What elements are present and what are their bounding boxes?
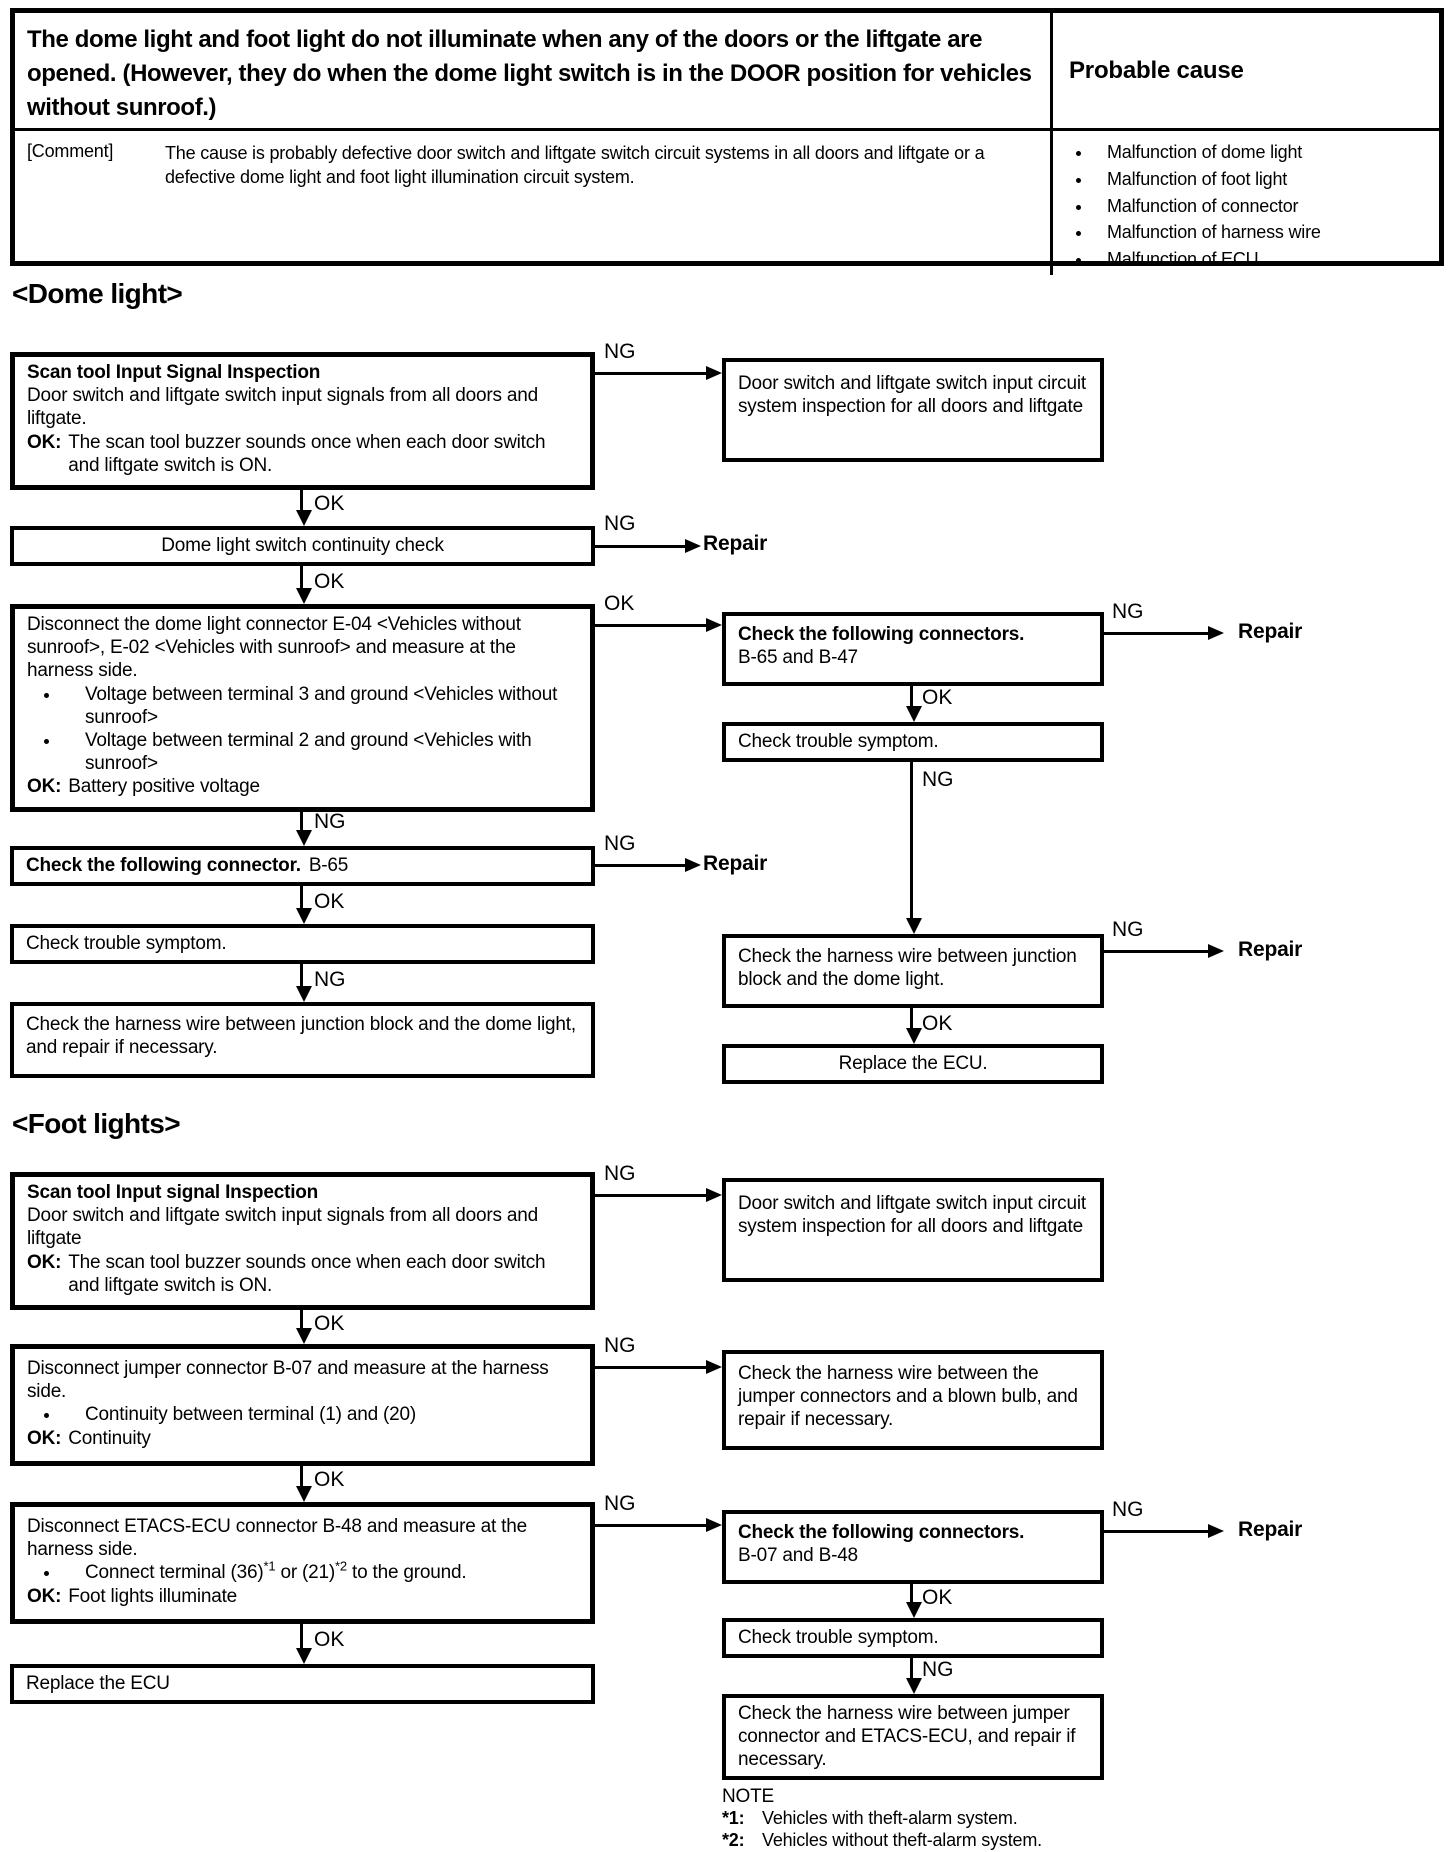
ng-label: NG bbox=[604, 1162, 636, 1185]
ok-condition-text: Foot lights illuminate bbox=[68, 1585, 238, 1607]
foot-box-disconnect-jumper bbox=[10, 1344, 595, 1466]
dome-box-check-harness-junction bbox=[722, 934, 1104, 1008]
footnote-text: Vehicles with theft-alarm system. bbox=[762, 1808, 1018, 1829]
ok-prefix: OK: bbox=[27, 776, 62, 798]
ok-condition-row bbox=[27, 1585, 578, 1608]
box-text: Check the harness wire between junction block and the dome light, and repair if necessary. bbox=[26, 1014, 576, 1059]
ok-condition-row bbox=[27, 431, 578, 477]
arrow-d5-to-d6 bbox=[300, 964, 303, 986]
ok-label: OK bbox=[314, 890, 345, 913]
note-item bbox=[722, 1808, 1042, 1829]
box-text: Check trouble symptom. bbox=[738, 1627, 939, 1649]
arrow-r4-to-repair bbox=[1104, 950, 1208, 953]
footnote-ref-2: *2 bbox=[335, 1559, 347, 1575]
ok-condition-text: The scan tool buzzer sounds once when each door switch and liftgate switch is ON. bbox=[68, 431, 546, 476]
box-text: Disconnect ETACS-ECU connector B-48 and measure at the harness side. bbox=[27, 1516, 527, 1561]
ng-label: NG bbox=[1112, 600, 1144, 623]
box-title: Check the following connectors. bbox=[738, 1522, 1025, 1543]
arrow-f1-to-fr1 bbox=[595, 1194, 706, 1197]
dome-box-check-harness-wire bbox=[10, 1002, 595, 1078]
note-block bbox=[722, 1786, 1042, 1851]
connector-ids: B-65 and B-47 bbox=[738, 647, 858, 669]
ok-label: OK bbox=[922, 686, 953, 709]
box-text: Door switch and liftgate switch input signals from all doors and liftgate. bbox=[27, 385, 539, 430]
arrow-d2-to-d3 bbox=[300, 566, 303, 588]
foot-box-scan-tool-inspection bbox=[10, 1172, 595, 1310]
ng-label: NG bbox=[604, 1492, 636, 1515]
repair-label: Repair bbox=[1238, 938, 1303, 961]
box-text: Dome light switch continuity check bbox=[161, 535, 444, 557]
ok-prefix: OK: bbox=[27, 1427, 62, 1449]
arrow-d3-to-d4 bbox=[300, 812, 303, 830]
foot-box-check-harness-jumper-bulb bbox=[722, 1350, 1104, 1450]
measurement-item: • Continuity between terminal (1) and (20) bbox=[61, 1403, 578, 1426]
arrow-f3-to-fr3 bbox=[595, 1524, 706, 1527]
arrow-d1-to-d2 bbox=[300, 486, 303, 510]
arrow-d4-to-d5 bbox=[300, 886, 303, 908]
ok-condition-text: The scan tool buzzer sounds once when each door switch and liftgate switch is ON. bbox=[68, 1251, 546, 1296]
foot-box-replace-ecu bbox=[10, 1664, 595, 1704]
cause-list bbox=[1067, 141, 1433, 272]
repair-label: Repair bbox=[703, 532, 768, 555]
arrow-d3-to-r2 bbox=[595, 624, 706, 627]
ng-label: NG bbox=[604, 512, 636, 535]
ng-label: NG bbox=[604, 832, 636, 855]
box-text: Check the harness wire between the jumper connectors and a blown bulb, and repair if necessary. bbox=[738, 1363, 1078, 1431]
footnote-text: Vehicles without theft-alarm system. bbox=[762, 1829, 1042, 1850]
symptom-table bbox=[10, 8, 1444, 269]
box-text: Replace the ECU bbox=[26, 1673, 170, 1695]
box-text: Disconnect the dome light connector E-04 <Vehicles without sunroof>, E-02 <Vehicles with sunroof> and measure at the harness side. bbox=[27, 614, 521, 682]
arrow-f2-to-fr2 bbox=[595, 1366, 706, 1369]
ok-label: OK bbox=[314, 570, 345, 593]
dome-box-check-connector-b65 bbox=[10, 846, 595, 886]
ng-label: NG bbox=[922, 1658, 954, 1681]
measurement-list bbox=[27, 1561, 578, 1584]
comment-text: The cause is probably defective door switch and liftgate switch circuit systems in all doors and liftgate or a defective dome light and foot light illumination circuit system. bbox=[165, 143, 985, 188]
cause-item: • Malfunction of connector bbox=[1093, 195, 1433, 219]
ng-label: NG bbox=[314, 968, 346, 991]
arrow-d2-to-repair bbox=[595, 545, 685, 548]
comment-label: [Comment] bbox=[27, 141, 114, 161]
foot-box-check-connectors-b07-b48 bbox=[722, 1510, 1104, 1584]
ng-label: NG bbox=[604, 1334, 636, 1357]
arrow-f1-to-f2 bbox=[300, 1310, 303, 1328]
ok-prefix: OK: bbox=[27, 1585, 62, 1607]
connector-id: B-65 bbox=[308, 855, 349, 877]
ng-label: NG bbox=[604, 340, 636, 363]
ok-prefix: OK: bbox=[27, 1251, 62, 1273]
foot-box-disconnect-etacs-ecu bbox=[10, 1502, 595, 1624]
ok-prefix: OK: bbox=[27, 431, 62, 453]
ok-label: OK bbox=[922, 1586, 953, 1609]
dome-box-check-trouble-symptom-right bbox=[722, 722, 1104, 762]
ok-label: OK bbox=[314, 492, 345, 515]
footnote-marker-2: *2: bbox=[722, 1829, 745, 1850]
ng-label: NG bbox=[1112, 1498, 1144, 1521]
repair-label: Repair bbox=[1238, 1518, 1303, 1541]
box-title: Scan tool Input signal Inspection bbox=[27, 1182, 319, 1203]
arrow-r2-to-r3 bbox=[910, 686, 913, 706]
bullet-text: Connect terminal (36) bbox=[85, 1562, 264, 1584]
arrow-f3-to-f4 bbox=[300, 1624, 303, 1648]
measurement-item: • Voltage between terminal 2 and ground <Vehicles with sunroof> bbox=[61, 729, 578, 775]
ok-condition-row bbox=[27, 775, 578, 798]
box-text: Replace the ECU. bbox=[838, 1053, 988, 1075]
repair-label: Repair bbox=[703, 852, 768, 875]
arrow-d4-to-repair bbox=[595, 864, 685, 867]
measurement-item: • Voltage between terminal 3 and ground <Vehicles without sunroof> bbox=[61, 683, 578, 729]
arrow-fr3-to-repair bbox=[1104, 1530, 1208, 1533]
footnote-ref-1: *1 bbox=[263, 1559, 276, 1575]
dome-box-door-switch-circuit-inspection bbox=[722, 358, 1104, 462]
foot-box-check-trouble-symptom bbox=[722, 1618, 1104, 1658]
ok-label: OK bbox=[314, 1468, 345, 1491]
box-text: Check trouble symptom. bbox=[26, 933, 227, 955]
note-title: NOTE bbox=[722, 1786, 774, 1807]
connector-ids: B-07 and B-48 bbox=[738, 1545, 858, 1567]
measurement-item bbox=[61, 1561, 578, 1584]
dome-box-disconnect-connector bbox=[10, 604, 595, 812]
measurement-list bbox=[27, 683, 578, 776]
ng-label: NG bbox=[922, 768, 954, 791]
foot-box-door-switch-circuit-inspection bbox=[722, 1178, 1104, 1282]
probable-cause-header: Probable cause bbox=[1053, 13, 1439, 131]
measurement-list bbox=[27, 1403, 578, 1426]
arrow-f2-to-f3 bbox=[300, 1466, 303, 1486]
dome-box-replace-ecu bbox=[722, 1044, 1104, 1084]
footnote-marker-1: *1: bbox=[722, 1808, 745, 1829]
arrow-fr4-to-fr5 bbox=[910, 1658, 913, 1678]
dome-box-continuity-check bbox=[10, 526, 595, 566]
foot-box-check-harness-jumper-etacs bbox=[722, 1694, 1104, 1780]
box-text: Check trouble symptom. bbox=[738, 731, 939, 753]
ok-label: OK bbox=[922, 1012, 953, 1035]
box-text: Door switch and liftgate switch input circuit system inspection for all doors and liftgate bbox=[738, 1193, 1086, 1238]
symptom-text: The dome light and foot light do not illuminate when any of the doors or the liftgate are opened. (However, they do when the dome light switch is in the DOOR position for vehicles without sunroof.) bbox=[15, 13, 1053, 131]
box-text: Check the harness wire between jumper connector and ETACS-ECU, and repair if necessary. bbox=[738, 1703, 1076, 1771]
dome-box-scan-tool-inspection bbox=[10, 352, 595, 490]
arrow-d1-to-r1 bbox=[595, 372, 706, 375]
arrow-r4-to-r5 bbox=[910, 1008, 913, 1028]
repair-label: Repair bbox=[1238, 620, 1303, 643]
box-title: Scan tool Input Signal Inspection bbox=[27, 362, 321, 383]
ok-condition-row bbox=[27, 1427, 578, 1450]
ok-label: OK bbox=[314, 1628, 345, 1651]
ok-label: OK bbox=[314, 1312, 345, 1335]
box-title: Check the following connector. bbox=[26, 855, 301, 877]
arrow-r3-to-r4 bbox=[910, 762, 913, 918]
dome-box-check-connectors-b65-b47 bbox=[722, 612, 1104, 686]
cause-item: • Malfunction of dome light bbox=[1093, 141, 1433, 165]
ng-label: NG bbox=[314, 810, 346, 833]
dome-box-check-trouble-symptom bbox=[10, 924, 595, 964]
ok-condition-row bbox=[27, 1251, 578, 1297]
bullet-text: or (21) bbox=[275, 1562, 336, 1584]
arrow-fr3-to-fr4 bbox=[910, 1584, 913, 1602]
note-item bbox=[722, 1830, 1042, 1851]
box-text: Door switch and liftgate switch input circuit system inspection for all doors and liftgate bbox=[738, 373, 1086, 418]
ok-label: OK bbox=[604, 592, 635, 615]
foot-section-title: <Foot lights> bbox=[12, 1108, 180, 1139]
probable-cause-cell bbox=[1053, 131, 1439, 275]
ok-condition-text: Battery positive voltage bbox=[68, 776, 260, 798]
ng-label: NG bbox=[1112, 918, 1144, 941]
arrow-r2-to-repair bbox=[1104, 632, 1208, 635]
cause-item: • Malfunction of foot light bbox=[1093, 168, 1433, 192]
comment-cell bbox=[15, 131, 1053, 275]
cause-item: • Malfunction of harness wire bbox=[1093, 221, 1433, 245]
ok-condition-text: Continuity bbox=[68, 1427, 151, 1449]
box-title: Check the following connectors. bbox=[738, 624, 1025, 645]
box-text: Door switch and liftgate switch input signals from all doors and liftgate bbox=[27, 1205, 539, 1250]
box-text: Disconnect jumper connector B-07 and measure at the harness side. bbox=[27, 1358, 549, 1403]
box-text: Check the harness wire between junction block and the dome light. bbox=[738, 946, 1077, 991]
cause-item: • Malfunction of ECU bbox=[1093, 248, 1433, 272]
bullet-text: to the ground. bbox=[346, 1562, 467, 1584]
dome-section-title: <Dome light> bbox=[12, 278, 183, 309]
